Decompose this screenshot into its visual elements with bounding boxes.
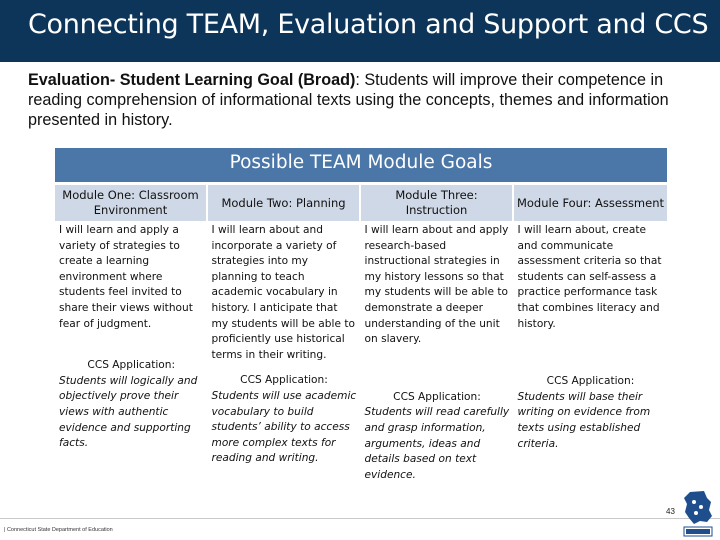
module-four-ccs-label: CCS Application: xyxy=(546,375,635,388)
module-two-goal: I will learn about and incorporate a variety of strategies into my planning to teach academic vocabulary in history. I anticipate that my students will be able to proficiently use historical terms in their writing. xyxy=(211,224,355,361)
goal-label: Evaluation- Student Learning Goal (Broad) xyxy=(28,71,356,89)
footer-org: | Connecticut State Department of Education xyxy=(4,527,113,533)
module-four-goal: I will learn about, create and communicate assessment criteria so that students can self-assess a practice performance task that combines literacy and history. xyxy=(517,224,662,330)
column-header-module-two: Module Two: Planning xyxy=(207,185,360,221)
module-three-ccs-label: CCS Application: xyxy=(393,390,481,403)
intro-paragraph xyxy=(28,70,708,130)
module-three-cell xyxy=(360,221,513,503)
module-four-ccs-text: Students will base their writing on evidence from texts using established criteria. xyxy=(517,390,651,450)
module-one-ccs-label: CCS Application: xyxy=(87,359,176,372)
module-one-goal: I will learn and apply a variety of strategies to create a learning environment where students feel invited to share their views without fear of judgment. xyxy=(59,224,193,330)
module-two-cell xyxy=(207,221,360,503)
module-one-cell xyxy=(55,221,207,503)
column-header-module-four: Module Four: Assessment xyxy=(513,185,667,221)
module-two-ccs-label: CCS Application: xyxy=(240,374,328,387)
footer-divider xyxy=(0,518,720,519)
module-goals-table xyxy=(55,148,667,503)
table-row xyxy=(55,221,667,503)
goal-text: : Students will improve their competence in reading comprehension of informational texts using the concepts, themes and information presented in history. xyxy=(28,71,669,129)
slide-title: Connecting TEAM, Evaluation and Support and CCS xyxy=(28,9,709,40)
title-bar xyxy=(0,0,720,62)
module-two-ccs-text: Students will use academic vocabulary to build students’ ability to access more complex texts for reading and writing. xyxy=(211,389,357,465)
table-title: Possible TEAM Module Goals xyxy=(55,148,667,185)
module-three-goal: I will learn about and apply research-based instructional strategies in my history lessons so that my students will be able to demonstrate a deeper understanding of the unit on slavery. xyxy=(364,224,509,346)
goals-grid xyxy=(55,185,668,503)
column-header-module-one: Module One: Classroom Environment xyxy=(55,185,207,221)
page-number: 43 xyxy=(666,507,675,516)
module-three-ccs-text: Students will read carefully and grasp information, arguments, ideas and details based on text evidence. xyxy=(364,406,510,481)
module-four-cell xyxy=(513,221,667,503)
column-header-module-three: Module Three: Instruction xyxy=(360,185,513,221)
state-logo-icon xyxy=(680,488,716,538)
table-header-row xyxy=(55,185,667,221)
module-one-ccs-text: Students will logically and objectively prove their views with authentic evidence and supporting facts. xyxy=(59,374,198,450)
